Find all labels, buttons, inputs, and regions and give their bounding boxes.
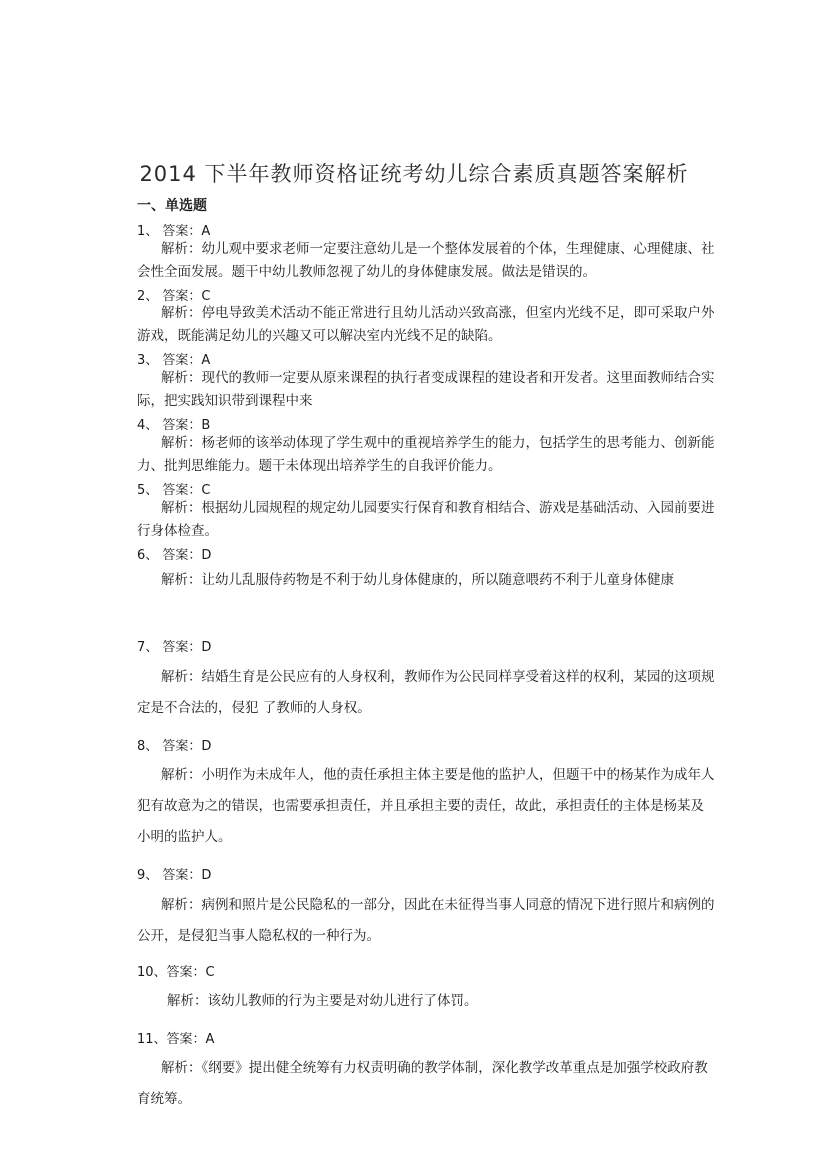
explanation-4: 解析：杨老师的该举动体现了学生观中的重视培养学生的能力，包括学生的思考能力、创新能力、批判思维能力。题干未体现出培养学生的自我评价能力。 xyxy=(137,435,715,474)
document-title: 2014 下半年教师资格证统考幼儿综合素质真题答案解析 xyxy=(139,162,689,186)
answer-2: 2、 答案：C xyxy=(137,289,211,304)
answer-9: 9、 答案：D xyxy=(137,868,212,883)
explanation-11: 解析：《纲要》提出健全统筹有力权责明确的教学体制，深化教学改革重点是加强学校政府教育统筹。 xyxy=(137,1060,708,1107)
explanation-7: 解析：结婚生育是公民应有的人身权利，教师作为公民同样享受着这样的权利，某园的这项规定是不合法的，侵犯 了教师的人身权。 xyxy=(137,669,715,716)
answer-3: 3、 答案：A xyxy=(137,353,211,368)
answer-7: 7、 答案：D xyxy=(137,640,212,655)
explanation-3: 解析：现代的教师一定要从原来课程的执行者变成课程的建设者和开发者。这里面教师结合实际，把实践知识带到课程中来 xyxy=(137,370,715,409)
explanation-9: 解析：病例和照片是公民隐私的一部分，因此在未征得当事人同意的情况下进行照片和病例的公开，是侵犯当事人隐私权的一种行为。 xyxy=(137,897,715,944)
explanation-2: 解析：停电导致美术活动不能正常进行且幼儿活动兴致高涨，但室内光线不足，即可采取户外游戏，既能满足幼儿的兴趣又可以解决室内光线不足的缺陷。 xyxy=(137,305,715,344)
answer-6: 6、 答案：D xyxy=(137,548,212,563)
explanation-6: 解析：让幼儿乱服侍药物是不利于幼儿身体健康的，所以随意喂药不利于儿童身体健康 xyxy=(161,572,674,588)
answer-10: 10、答案：C xyxy=(137,965,215,980)
explanation-5: 解析：根据幼儿园规程的规定幼儿园要实行保育和教育相结合、游戏是基础活动、入园前要进行身体检查。 xyxy=(137,500,715,539)
answer-11: 11、答案：A xyxy=(137,1032,215,1047)
answer-5: 5、 答案：C xyxy=(137,483,211,498)
section-heading: 一、单选题 xyxy=(137,198,207,214)
explanation-8: 解析：小明作为未成年人，他的责任承担主体主要是他的监护人，但题干中的杨某作为成年人犯有故意为之的错误，也需要承担责任，并且承担主要的责任，故此，承担责任的主体是杨某及小明的监护人。 xyxy=(137,767,715,845)
answer-8: 8、 答案：D xyxy=(137,739,212,754)
answer-1: 1、 答案：A xyxy=(137,224,211,239)
explanation-10: 解析：该幼儿教师的行为主要是对幼儿进行了体罚。 xyxy=(167,993,478,1009)
answer-4: 4、 答案：B xyxy=(137,418,211,433)
explanation-1: 解析：幼儿观中要求老师一定要注意幼儿是一个整体发展着的个体，生理健康、心理健康、社会性全面发展。题干中幼儿教师忽视了幼儿的身体健康发展。做法是错误的。 xyxy=(137,241,715,280)
